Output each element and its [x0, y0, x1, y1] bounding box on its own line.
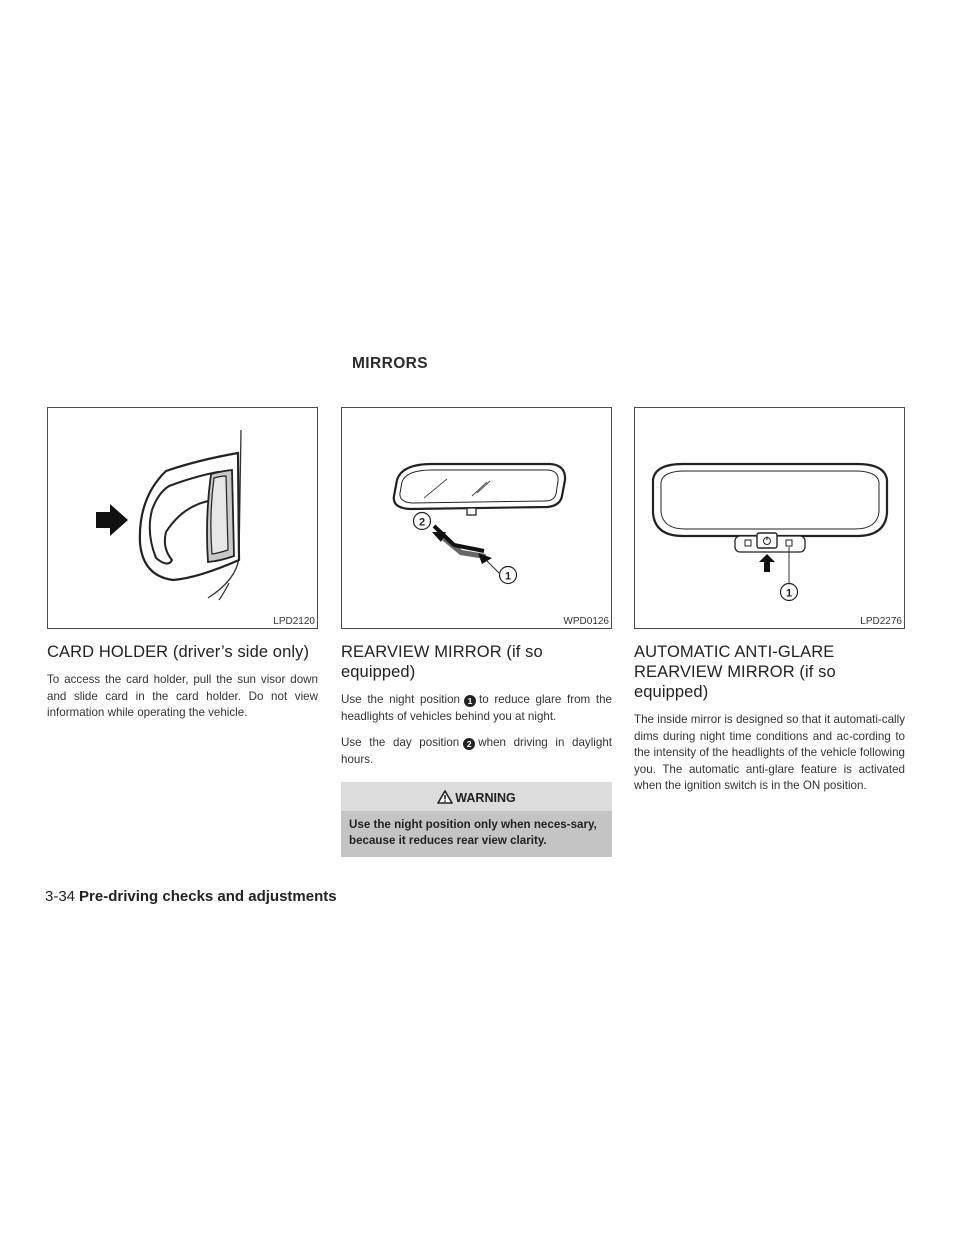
warning-text: Use the night position only when neces-sary, because it reduces rear view clarity.: [341, 811, 612, 857]
callout-1: 1: [785, 587, 793, 600]
page-footer: [45, 888, 337, 905]
figure-code: LPD2276: [860, 616, 902, 627]
callout-2: 2: [418, 516, 426, 529]
anti-glare-mirror-illustration: [634, 407, 905, 629]
warning-box: [341, 782, 612, 857]
figure-code: WPD0126: [563, 616, 609, 627]
anti-glare-mirror-drawing: [635, 408, 904, 628]
anti-glare-heading: AUTOMATIC ANTI-GLARE REARVIEW MIRROR (if so equipped): [634, 643, 836, 701]
chapter-title: Pre-driving checks and adjustments: [79, 888, 337, 905]
night-position-paragraph: Use the night position 1 to reduce glare from the headlights of vehicles behind you at night.: [341, 693, 613, 723]
numbered-circle-icon: 2: [463, 738, 475, 750]
warning-title: WARNING: [455, 791, 516, 805]
rearview-mirror-drawing: [342, 408, 611, 628]
sun-visor-card-holder-drawing: [48, 408, 317, 628]
card-holder-illustration: [47, 407, 318, 629]
callout-1: 1: [504, 570, 512, 583]
numbered-circle-icon: 1: [464, 695, 476, 707]
figure-code: LPD2120: [273, 616, 315, 627]
card-holder-column: [47, 407, 318, 732]
page-number: 3-34: [45, 888, 76, 905]
warning-triangle-icon: [437, 790, 453, 804]
card-holder-paragraph: To access the card holder, pull the sun visor down and slide card in the card holder. Do not view information while operating the vehicle.: [47, 673, 318, 719]
day-position-paragraph: Use the day position 2 when driving in daylight hours.: [341, 736, 612, 766]
card-holder-heading: CARD HOLDER (driver’s side only): [47, 643, 310, 661]
section-title: MIRRORS: [352, 355, 428, 372]
anti-glare-paragraph: The inside mirror is designed so that it automati-cally dims during night time conditions and ac-cording to the intensity of the headlights of the vehicle following you. The automatic anti-glare feature is activated when the ignition switch is in the ON position.: [634, 713, 905, 792]
rearview-mirror-column: [341, 407, 612, 857]
warning-header: [341, 782, 612, 811]
rearview-mirror-heading: REARVIEW MIRROR (if so equipped): [341, 643, 543, 681]
auto-anti-glare-column: [634, 407, 905, 805]
rearview-mirror-illustration: [341, 407, 612, 629]
